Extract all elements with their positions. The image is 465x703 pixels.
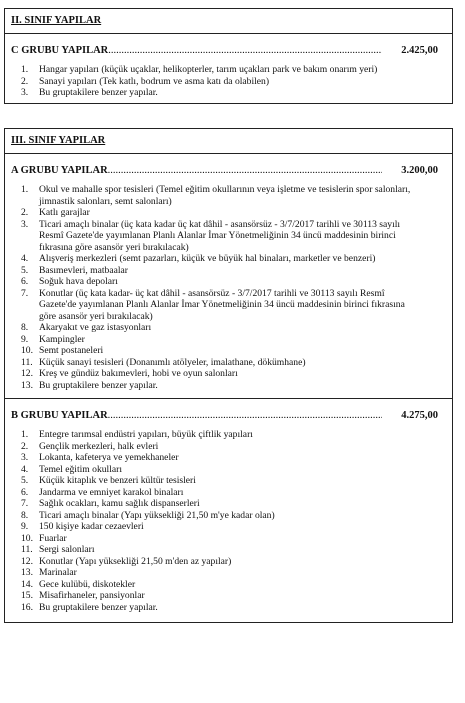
item-number: 13. [21,379,33,391]
group-name: C GRUBU YAPILAR [11,45,109,56]
item-number: 12. [21,368,33,379]
item-text: Marinalar [39,567,77,578]
item-text: Hangar yapıları (küçük uçaklar, helikopterler, tarım uçakları park ve bakım onarım yeri) [39,64,378,75]
item-number: 13. [21,567,33,578]
list-item [5,380,452,392]
item-text: Katlı garajlar [39,207,90,218]
item-number: 3. [21,218,29,230]
list-item [5,498,452,510]
list-item [5,579,452,591]
list-item [5,253,452,265]
item-text: Konutlar (Yapı yüksekliği 21,50 m'den az yapılar) [39,555,232,567]
group-a [5,153,452,398]
list-item [5,475,452,487]
group-heading [5,408,452,423]
item-number: 10. [21,345,33,356]
item-text: Lokanta, kafeterya ve yemekhaneler [39,452,179,463]
item-list [5,64,452,99]
item-text: Alışveriş merkezleri (semt pazarları, küçük ve büyük hal binaları, marketler ve benzeri) [39,253,376,264]
item-text: Jandarma ve emniyet karakol binaları [39,486,184,498]
list-item [5,64,452,76]
item-text: Akaryakıt ve gaz istasyonları [39,322,152,333]
item-number: 6. [21,276,29,287]
group-amount: 3.200,00 [401,165,438,176]
item-text: Kampingler [39,333,85,345]
list-item [5,334,452,346]
item-text: Ticari amaçlı binalar (üç kata kadar üç kat dâhil - asansörsüz - 3/7/2017 tarihli ve 30113 sayılı Resmî Gazete'de yayımlanan Planlı Alanlar İmar Yönetmeliğinin 34 üncü maddesinin birinci fıkrasına göre asansör yeri bırakılacak) [39,218,401,253]
group-c [5,33,452,103]
group-name: B GRUBU YAPILAR [11,410,108,421]
item-number: 9. [21,521,29,532]
item-text: Bu gruptakilere benzer yapılar. [39,601,158,613]
list-item [5,76,452,88]
list-item [5,441,452,453]
item-number: 8. [21,322,29,333]
list-item [5,487,452,499]
item-text: Gece kulübü, diskotekler [39,578,136,590]
item-number: 2. [21,207,29,218]
item-number: 3. [21,87,29,98]
item-text: Entegre tarımsal endüstri yapıları, büyük çiftlik yapıları [39,429,253,440]
list-item [5,521,452,533]
item-number: 2. [21,75,29,87]
list-item [5,207,452,219]
item-text: Bu gruptakilere benzer yapılar. [39,87,158,98]
item-text: 150 kişiye kadar cezaevleri [39,521,144,532]
group-name: A GRUBU YAPILAR [11,165,108,176]
list-item [5,345,452,357]
item-number: 14. [21,578,33,590]
item-number: 8. [21,509,29,521]
item-text: Konutlar (üç kata kadar- üç kat dâhil - asansörsüz - 3/7/2017 tarihli ve 30113 sayılı Resmî Gazete'de yayımlanan Planlı Alanlar İmar Yönetmeliğinin 34 üncü maddesinin birinci fıkrasına göre asansör yeri bırakılacak) [39,287,405,322]
item-number: 3. [21,452,29,463]
item-number: 4. [21,463,29,475]
list-item [5,510,452,522]
item-number: 11. [21,544,33,555]
item-number: 4. [21,253,29,264]
item-text: Sağlık ocakları, kamu sağlık dispanserleri [39,498,200,509]
item-text: Temel eğitim okulları [39,463,122,475]
list-item [5,184,452,207]
item-text: Sanayi yapıları (Tek katlı, bodrum ve asma katı da olabilen) [39,75,270,87]
list-item [5,276,452,288]
group-amount: 4.275,00 [401,410,438,421]
item-number: 1. [21,64,29,75]
item-text: Soğuk hava depoları [39,276,118,287]
item-text: Küçük kitaplık ve benzeri kültür tesisleri [39,475,196,486]
list-item [5,452,452,464]
item-number: 5. [21,264,29,276]
item-number: 12. [21,555,33,567]
item-number: 9. [21,333,29,345]
list-item [5,429,452,441]
item-number: 6. [21,486,29,498]
list-item [5,567,452,579]
list-item [5,602,452,614]
group-heading [5,163,452,178]
item-number: 15. [21,590,33,601]
item-text: Küçük sanayi tesisleri (Donanımlı atölyeler, imalathane, dökümhane) [39,356,306,368]
list-item [5,368,452,380]
item-text: Semt postaneleri [39,345,104,356]
item-list [5,184,452,391]
list-item [5,219,452,254]
section-title: II. SINIF YAPILAR [11,15,102,26]
item-list [5,429,452,613]
item-number: 1. [21,184,29,195]
list-item [5,357,452,369]
item-number: 11. [21,356,33,368]
item-number: 2. [21,440,29,452]
item-number: 5. [21,475,29,486]
group-b [5,398,452,622]
item-text: Ticari amaçlı binalar (Yapı yüksekliği 21,50 m'ye kadar olan) [39,509,275,521]
item-number: 7. [21,498,29,509]
item-number: 16. [21,601,33,613]
list-item [5,87,452,99]
item-text: Kreş ve gündüz bakımevleri, hobi ve oyun salonları [39,368,238,379]
group-heading [5,43,452,58]
section-ii-table [4,8,453,104]
item-number: 7. [21,287,29,299]
section-iii-table [4,128,453,623]
group-amount: 2.425,00 [401,45,438,56]
list-item [5,322,452,334]
list-item [5,288,452,323]
item-text: Bu gruptakilere benzer yapılar. [39,379,158,391]
item-text: Fuarlar [39,532,67,544]
list-item [5,556,452,568]
item-text: Basımevleri, matbaalar [39,264,128,276]
item-text: Gençlik merkezleri, halk evleri [39,440,159,452]
list-item [5,265,452,277]
list-item [5,590,452,602]
item-text: Sergi salonları [39,544,95,555]
section-title: III. SINIF YAPILAR [11,135,106,146]
item-text: Misafirhaneler, pansiyonlar [39,590,145,601]
item-number: 10. [21,532,33,544]
item-number: 1. [21,429,29,440]
list-item [5,544,452,556]
item-text: Okul ve mahalle spor tesisleri (Temel eğitim okullarının veya işletme ve tesislerin spor salonları, jimnastik salonları, semt salonları) [39,184,411,207]
list-item [5,533,452,545]
list-item [5,464,452,476]
